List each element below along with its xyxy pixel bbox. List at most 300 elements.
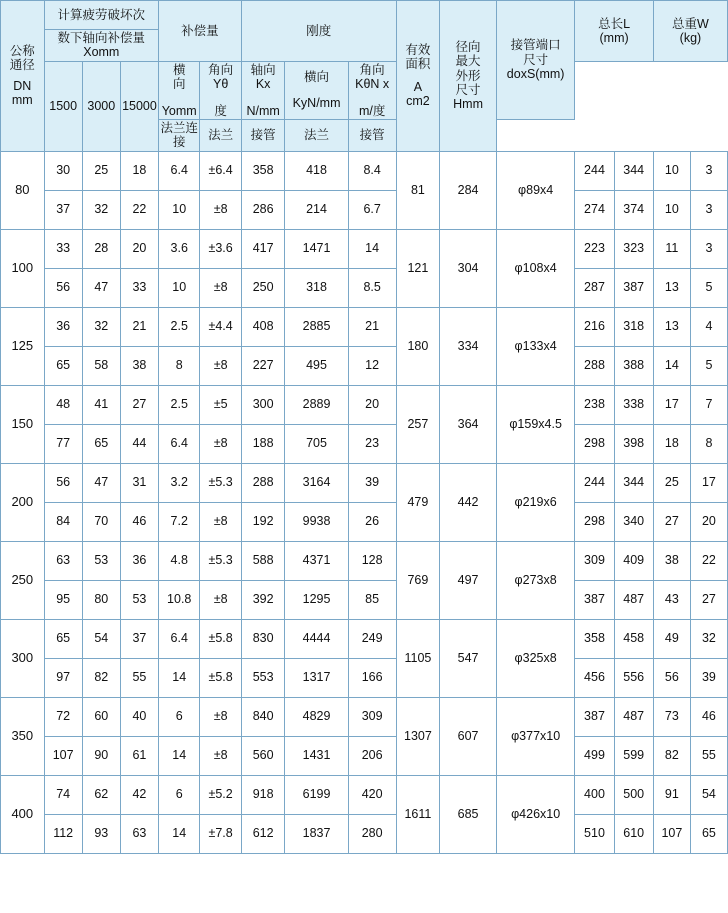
header-length-unit: (mm) xyxy=(599,30,629,45)
cell-total-length: 387 xyxy=(575,697,614,736)
cell-stiffness: 20 xyxy=(348,385,396,424)
cell-stiffness: 420 xyxy=(348,775,396,814)
header-fatigue-sub-line2: Xomm xyxy=(83,45,120,60)
table-header xyxy=(1,1,728,152)
cell-stiffness: 1295 xyxy=(285,580,348,619)
header-weight-unit: (kg) xyxy=(679,30,702,45)
cell-total-length: 610 xyxy=(614,814,653,853)
header-total-weight xyxy=(653,1,727,62)
cell-axial-compensation: 60 xyxy=(82,697,120,736)
cell-stiffness: 588 xyxy=(241,541,285,580)
header-stiff-angular xyxy=(348,61,396,119)
cell-total-length: 340 xyxy=(614,502,653,541)
cell-effective-area: 479 xyxy=(396,463,440,541)
cell-axial-compensation: 36 xyxy=(44,307,82,346)
cell-stiffness: 288 xyxy=(241,463,285,502)
table-row xyxy=(1,268,728,307)
cell-stiffness: 188 xyxy=(241,424,285,463)
cell-radial-size: 284 xyxy=(440,151,497,229)
cell-compensation: 10 xyxy=(159,268,200,307)
cell-total-weight: 5 xyxy=(690,346,727,385)
cell-nozzle-size: φ89x4 xyxy=(496,151,574,229)
header-dn xyxy=(1,1,45,152)
cell-stiffness: 280 xyxy=(348,814,396,853)
cell-total-weight: 22 xyxy=(690,541,727,580)
cell-total-length: 398 xyxy=(614,424,653,463)
cell-radial-size: 685 xyxy=(440,775,497,853)
cell-compensation: ±5 xyxy=(200,385,241,424)
cell-total-weight: 10 xyxy=(653,151,690,190)
cell-axial-compensation: 37 xyxy=(44,190,82,229)
cell-total-length: 344 xyxy=(614,463,653,502)
cell-axial-compensation: 72 xyxy=(44,697,82,736)
cell-axial-compensation: 21 xyxy=(120,307,158,346)
cell-axial-compensation: 53 xyxy=(82,541,120,580)
cell-total-weight: 17 xyxy=(653,385,690,424)
cell-axial-compensation: 84 xyxy=(44,502,82,541)
header-comp-lateral-line1: 横 xyxy=(172,62,186,77)
header-weight-group: 总重W xyxy=(672,16,709,31)
table-row xyxy=(1,658,728,697)
cell-nozzle-size: φ108x4 xyxy=(496,229,574,307)
cell-axial-compensation: 38 xyxy=(120,346,158,385)
cell-compensation: 6 xyxy=(159,775,200,814)
cell-axial-compensation: 44 xyxy=(120,424,158,463)
cell-stiffness: 417 xyxy=(241,229,285,268)
cell-dn: 150 xyxy=(1,385,45,463)
cell-effective-area: 1611 xyxy=(396,775,440,853)
cell-dn: 300 xyxy=(1,619,45,697)
cell-stiffness: 227 xyxy=(241,346,285,385)
cell-compensation: 6.4 xyxy=(159,151,200,190)
cell-stiffness: 250 xyxy=(241,268,285,307)
table-body xyxy=(1,151,728,853)
cell-total-length: 387 xyxy=(614,268,653,307)
cell-compensation: 6 xyxy=(159,697,200,736)
header-nozzle-line2: 尺寸 xyxy=(523,52,549,67)
cell-total-weight: 91 xyxy=(653,775,690,814)
cell-compensation: 3.2 xyxy=(159,463,200,502)
header-area-line2: 面积 xyxy=(405,57,431,72)
cell-nozzle-size: φ325x8 xyxy=(496,619,574,697)
cell-total-length: 344 xyxy=(614,151,653,190)
cell-axial-compensation: 63 xyxy=(44,541,82,580)
table-row xyxy=(1,190,728,229)
cell-total-length: 274 xyxy=(575,190,614,229)
cell-stiffness: 1837 xyxy=(285,814,348,853)
cell-compensation: ±8 xyxy=(200,697,241,736)
cell-stiffness: 612 xyxy=(241,814,285,853)
cell-total-weight: 38 xyxy=(653,541,690,580)
cell-stiffness: 6.7 xyxy=(348,190,396,229)
header-nozzle xyxy=(496,1,574,120)
cell-effective-area: 1307 xyxy=(396,697,440,775)
cell-stiffness: 21 xyxy=(348,307,396,346)
header-stiff-axial xyxy=(241,61,285,119)
cell-axial-compensation: 20 xyxy=(120,229,158,268)
cell-total-length: 318 xyxy=(614,307,653,346)
header-stiff-lateral xyxy=(285,61,348,119)
cell-axial-compensation: 56 xyxy=(44,463,82,502)
cell-compensation: 14 xyxy=(159,814,200,853)
cell-axial-compensation: 42 xyxy=(120,775,158,814)
cell-total-weight: 3 xyxy=(690,229,727,268)
cell-compensation: 10.8 xyxy=(159,580,200,619)
header-stiff-angular-line3: m/度 xyxy=(358,103,386,118)
cell-total-length: 556 xyxy=(614,658,653,697)
cell-axial-compensation: 31 xyxy=(120,463,158,502)
cell-stiffness: 2889 xyxy=(285,385,348,424)
table-row xyxy=(1,229,728,268)
cell-radial-size: 497 xyxy=(440,541,497,619)
cell-total-weight: 13 xyxy=(653,268,690,307)
cell-axial-compensation: 53 xyxy=(120,580,158,619)
table-row xyxy=(1,736,728,775)
cell-total-weight: 10 xyxy=(653,190,690,229)
cell-axial-compensation: 65 xyxy=(82,424,120,463)
cell-compensation: 7.2 xyxy=(159,502,200,541)
header-comp-angular-line3: 度 xyxy=(214,103,227,118)
cell-stiffness: 4829 xyxy=(285,697,348,736)
cell-stiffness: 39 xyxy=(348,463,396,502)
cell-effective-area: 257 xyxy=(396,385,440,463)
cell-stiffness: 418 xyxy=(285,151,348,190)
cell-axial-compensation: 56 xyxy=(44,268,82,307)
cell-compensation: ±5.2 xyxy=(200,775,241,814)
header-fatigue-1500: 1500 xyxy=(44,61,82,151)
header-comp-angular xyxy=(200,61,241,119)
cell-total-weight: 4 xyxy=(690,307,727,346)
cell-total-weight: 73 xyxy=(653,697,690,736)
cell-compensation: ±5.8 xyxy=(200,619,241,658)
cell-axial-compensation: 32 xyxy=(82,190,120,229)
cell-total-length: 323 xyxy=(614,229,653,268)
cell-axial-compensation: 95 xyxy=(44,580,82,619)
cell-axial-compensation: 41 xyxy=(82,385,120,424)
cell-dn: 125 xyxy=(1,307,45,385)
cell-total-length: 500 xyxy=(614,775,653,814)
cell-axial-compensation: 33 xyxy=(120,268,158,307)
header-comp-angular-line1: 角向 xyxy=(208,62,234,77)
cell-stiffness: 392 xyxy=(241,580,285,619)
cell-total-length: 358 xyxy=(575,619,614,658)
cell-axial-compensation: 90 xyxy=(82,736,120,775)
header-nozzle-line1: 接管端口 xyxy=(510,38,561,53)
header-weight-flange: 法兰 xyxy=(285,119,348,151)
table-row xyxy=(1,541,728,580)
cell-stiffness: 358 xyxy=(241,151,285,190)
table-row xyxy=(1,307,728,346)
cell-compensation: 4.8 xyxy=(159,541,200,580)
cell-axial-compensation: 27 xyxy=(120,385,158,424)
cell-compensation: 14 xyxy=(159,658,200,697)
cell-total-weight: 18 xyxy=(653,424,690,463)
header-nozzle-flange: 法兰连接 xyxy=(160,120,198,150)
cell-total-weight: 39 xyxy=(690,658,727,697)
cell-total-length: 244 xyxy=(575,151,614,190)
header-dn-line2: 通径 xyxy=(9,58,35,73)
cell-total-weight: 3 xyxy=(690,190,727,229)
header-radial-line3: 外形 xyxy=(455,68,481,83)
cell-compensation: ±8 xyxy=(200,268,241,307)
cell-total-weight: 27 xyxy=(690,580,727,619)
cell-stiffness: 6199 xyxy=(285,775,348,814)
cell-stiffness: 14 xyxy=(348,229,396,268)
cell-total-length: 387 xyxy=(575,580,614,619)
cell-effective-area: 769 xyxy=(396,541,440,619)
cell-compensation: 2.5 xyxy=(159,385,200,424)
cell-total-weight: 54 xyxy=(690,775,727,814)
cell-nozzle-size: φ159x4.5 xyxy=(496,385,574,463)
cell-total-weight: 56 xyxy=(653,658,690,697)
cell-compensation: ±4.4 xyxy=(200,307,241,346)
header-length-group: 总长L xyxy=(598,16,631,31)
cell-total-length: 456 xyxy=(575,658,614,697)
cell-total-weight: 20 xyxy=(690,502,727,541)
header-comp-angular-line2: Yθ xyxy=(212,77,229,92)
cell-nozzle-size: φ133x4 xyxy=(496,307,574,385)
header-total-length xyxy=(575,1,653,62)
cell-stiffness: 166 xyxy=(348,658,396,697)
header-dn-line3: DN xyxy=(13,78,32,93)
cell-axial-compensation: 48 xyxy=(44,385,82,424)
cell-stiffness: 249 xyxy=(348,619,396,658)
cell-stiffness: 12 xyxy=(348,346,396,385)
cell-axial-compensation: 37 xyxy=(120,619,158,658)
cell-compensation: ±8 xyxy=(200,580,241,619)
cell-radial-size: 304 xyxy=(440,229,497,307)
cell-axial-compensation: 107 xyxy=(44,736,82,775)
header-stiff-axial-line3: N/mm xyxy=(246,103,280,118)
cell-total-length: 409 xyxy=(614,541,653,580)
cell-total-weight: 46 xyxy=(690,697,727,736)
cell-axial-compensation: 32 xyxy=(82,307,120,346)
cell-stiffness: 408 xyxy=(241,307,285,346)
cell-compensation: ±5.3 xyxy=(200,463,241,502)
cell-total-weight: 14 xyxy=(653,346,690,385)
cell-effective-area: 180 xyxy=(396,307,440,385)
table-row xyxy=(1,346,728,385)
cell-radial-size: 607 xyxy=(440,697,497,775)
cell-total-weight: 8 xyxy=(690,424,727,463)
header-length-pipe: 接管 xyxy=(241,119,285,151)
cell-stiffness: 3164 xyxy=(285,463,348,502)
header-radial-line2: 最大 xyxy=(455,54,481,69)
cell-stiffness: 553 xyxy=(241,658,285,697)
cell-radial-size: 442 xyxy=(440,463,497,541)
cell-total-length: 458 xyxy=(614,619,653,658)
table-row xyxy=(1,424,728,463)
cell-stiffness: 4371 xyxy=(285,541,348,580)
header-length-flange: 法兰 xyxy=(200,119,241,151)
cell-stiffness: 192 xyxy=(241,502,285,541)
header-comp-lateral-line3: Yomm xyxy=(161,103,197,118)
cell-compensation: ±8 xyxy=(200,736,241,775)
cell-compensation: ±8 xyxy=(200,190,241,229)
cell-axial-compensation: 25 xyxy=(82,151,120,190)
cell-stiffness: 286 xyxy=(241,190,285,229)
cell-total-weight: 25 xyxy=(653,463,690,502)
cell-axial-compensation: 70 xyxy=(82,502,120,541)
header-nozzle-line3: doxS(mm) xyxy=(506,67,565,82)
cell-nozzle-size: φ426x10 xyxy=(496,775,574,853)
cell-total-length: 499 xyxy=(575,736,614,775)
cell-axial-compensation: 18 xyxy=(120,151,158,190)
cell-total-weight: 27 xyxy=(653,502,690,541)
header-stiff-axial-line2: Kx xyxy=(255,77,271,92)
header-fatigue-sub xyxy=(44,30,158,62)
cell-compensation: ±3.6 xyxy=(200,229,241,268)
cell-dn: 400 xyxy=(1,775,45,853)
header-stiffness-group: 刚度 xyxy=(241,1,396,62)
cell-total-length: 510 xyxy=(575,814,614,853)
cell-stiffness: 2885 xyxy=(285,307,348,346)
cell-total-length: 487 xyxy=(614,580,653,619)
cell-total-length: 244 xyxy=(575,463,614,502)
cell-stiffness: 1317 xyxy=(285,658,348,697)
cell-stiffness: 840 xyxy=(241,697,285,736)
cell-compensation: 3.6 xyxy=(159,229,200,268)
cell-dn: 200 xyxy=(1,463,45,541)
header-fatigue-sub-line1: 数下轴向补偿量 xyxy=(57,31,146,45)
cell-stiffness: 1471 xyxy=(285,229,348,268)
cell-radial-size: 547 xyxy=(440,619,497,697)
cell-stiffness: 705 xyxy=(285,424,348,463)
cell-axial-compensation: 36 xyxy=(120,541,158,580)
cell-compensation: ±8 xyxy=(200,502,241,541)
table-row xyxy=(1,697,728,736)
cell-stiffness: 830 xyxy=(241,619,285,658)
cell-axial-compensation: 46 xyxy=(120,502,158,541)
cell-total-weight: 3 xyxy=(690,151,727,190)
cell-nozzle-size: φ219x6 xyxy=(496,463,574,541)
cell-axial-compensation: 97 xyxy=(44,658,82,697)
header-radial-line1: 径向 xyxy=(455,39,481,54)
cell-total-length: 288 xyxy=(575,346,614,385)
cell-axial-compensation: 65 xyxy=(44,346,82,385)
cell-compensation: 6.4 xyxy=(159,619,200,658)
cell-axial-compensation: 47 xyxy=(82,463,120,502)
table-row xyxy=(1,580,728,619)
table-row xyxy=(1,814,728,853)
cell-dn: 100 xyxy=(1,229,45,307)
cell-total-weight: 107 xyxy=(653,814,690,853)
cell-dn: 250 xyxy=(1,541,45,619)
cell-axial-compensation: 80 xyxy=(82,580,120,619)
cell-total-length: 338 xyxy=(614,385,653,424)
cell-total-length: 238 xyxy=(575,385,614,424)
header-fatigue-3000: 3000 xyxy=(82,61,120,151)
cell-total-length: 287 xyxy=(575,268,614,307)
cell-axial-compensation: 33 xyxy=(44,229,82,268)
cell-axial-compensation: 65 xyxy=(44,619,82,658)
cell-effective-area: 1105 xyxy=(396,619,440,697)
cell-dn: 80 xyxy=(1,151,45,229)
header-stiff-axial-line1: 轴向 xyxy=(250,62,276,77)
cell-total-weight: 49 xyxy=(653,619,690,658)
cell-stiffness: 1431 xyxy=(285,736,348,775)
cell-stiffness: 214 xyxy=(285,190,348,229)
header-compensation-group: 补偿量 xyxy=(159,1,242,62)
cell-compensation: ±8 xyxy=(200,424,241,463)
cell-stiffness: 26 xyxy=(348,502,396,541)
cell-axial-compensation: 93 xyxy=(82,814,120,853)
cell-axial-compensation: 30 xyxy=(44,151,82,190)
cell-stiffness: 85 xyxy=(348,580,396,619)
header-area-line1: 有效 xyxy=(405,43,431,58)
cell-radial-size: 364 xyxy=(440,385,497,463)
cell-total-length: 216 xyxy=(575,307,614,346)
header-radial-size xyxy=(440,1,497,152)
cell-total-length: 400 xyxy=(575,775,614,814)
cell-stiffness: 918 xyxy=(241,775,285,814)
cell-axial-compensation: 54 xyxy=(82,619,120,658)
header-effective-area xyxy=(396,1,440,152)
cell-compensation: ±7.8 xyxy=(200,814,241,853)
cell-axial-compensation: 55 xyxy=(120,658,158,697)
cell-stiffness: 9938 xyxy=(285,502,348,541)
cell-axial-compensation: 77 xyxy=(44,424,82,463)
cell-axial-compensation: 63 xyxy=(120,814,158,853)
cell-axial-compensation: 28 xyxy=(82,229,120,268)
cell-total-length: 374 xyxy=(614,190,653,229)
header-stiff-lateral-line1: 横向 xyxy=(304,69,330,84)
cell-stiffness: 318 xyxy=(285,268,348,307)
header-comp-lateral xyxy=(159,61,200,119)
header-radial-line4: 尺寸 xyxy=(455,83,481,97)
cell-total-length: 388 xyxy=(614,346,653,385)
cell-axial-compensation: 112 xyxy=(44,814,82,853)
cell-stiffness: 206 xyxy=(348,736,396,775)
table-row xyxy=(1,502,728,541)
header-dn-line4: mm xyxy=(11,93,33,108)
cell-total-weight: 7 xyxy=(690,385,727,424)
table-row xyxy=(1,619,728,658)
cell-stiffness: 495 xyxy=(285,346,348,385)
cell-radial-size: 334 xyxy=(440,307,497,385)
header-stiff-angular-line2: KθN x xyxy=(355,77,390,92)
cell-total-weight: 5 xyxy=(690,268,727,307)
cell-total-length: 298 xyxy=(575,424,614,463)
cell-axial-compensation: 58 xyxy=(82,346,120,385)
cell-total-weight: 13 xyxy=(653,307,690,346)
table-row xyxy=(1,385,728,424)
header-fatigue-15000: 15000 xyxy=(120,61,158,151)
cell-stiffness: 8.4 xyxy=(348,151,396,190)
cell-total-weight: 55 xyxy=(690,736,727,775)
cell-axial-compensation: 61 xyxy=(120,736,158,775)
cell-compensation: 14 xyxy=(159,736,200,775)
table-row xyxy=(1,151,728,190)
cell-stiffness: 8.5 xyxy=(348,268,396,307)
cell-compensation: ±5.8 xyxy=(200,658,241,697)
cell-axial-compensation: 22 xyxy=(120,190,158,229)
header-area-line3: A xyxy=(413,79,423,94)
cell-axial-compensation: 62 xyxy=(82,775,120,814)
header-stiff-lateral-line2: KyN/mm xyxy=(292,96,341,111)
cell-compensation: 8 xyxy=(159,346,200,385)
cell-compensation: 10 xyxy=(159,190,200,229)
cell-total-weight: 43 xyxy=(653,580,690,619)
cell-axial-compensation: 47 xyxy=(82,268,120,307)
cell-compensation: ±8 xyxy=(200,346,241,385)
cell-stiffness: 4444 xyxy=(285,619,348,658)
cell-total-weight: 65 xyxy=(690,814,727,853)
header-dn-line1: 公称 xyxy=(9,44,35,59)
cell-stiffness: 23 xyxy=(348,424,396,463)
cell-dn: 350 xyxy=(1,697,45,775)
cell-compensation: ±5.3 xyxy=(200,541,241,580)
